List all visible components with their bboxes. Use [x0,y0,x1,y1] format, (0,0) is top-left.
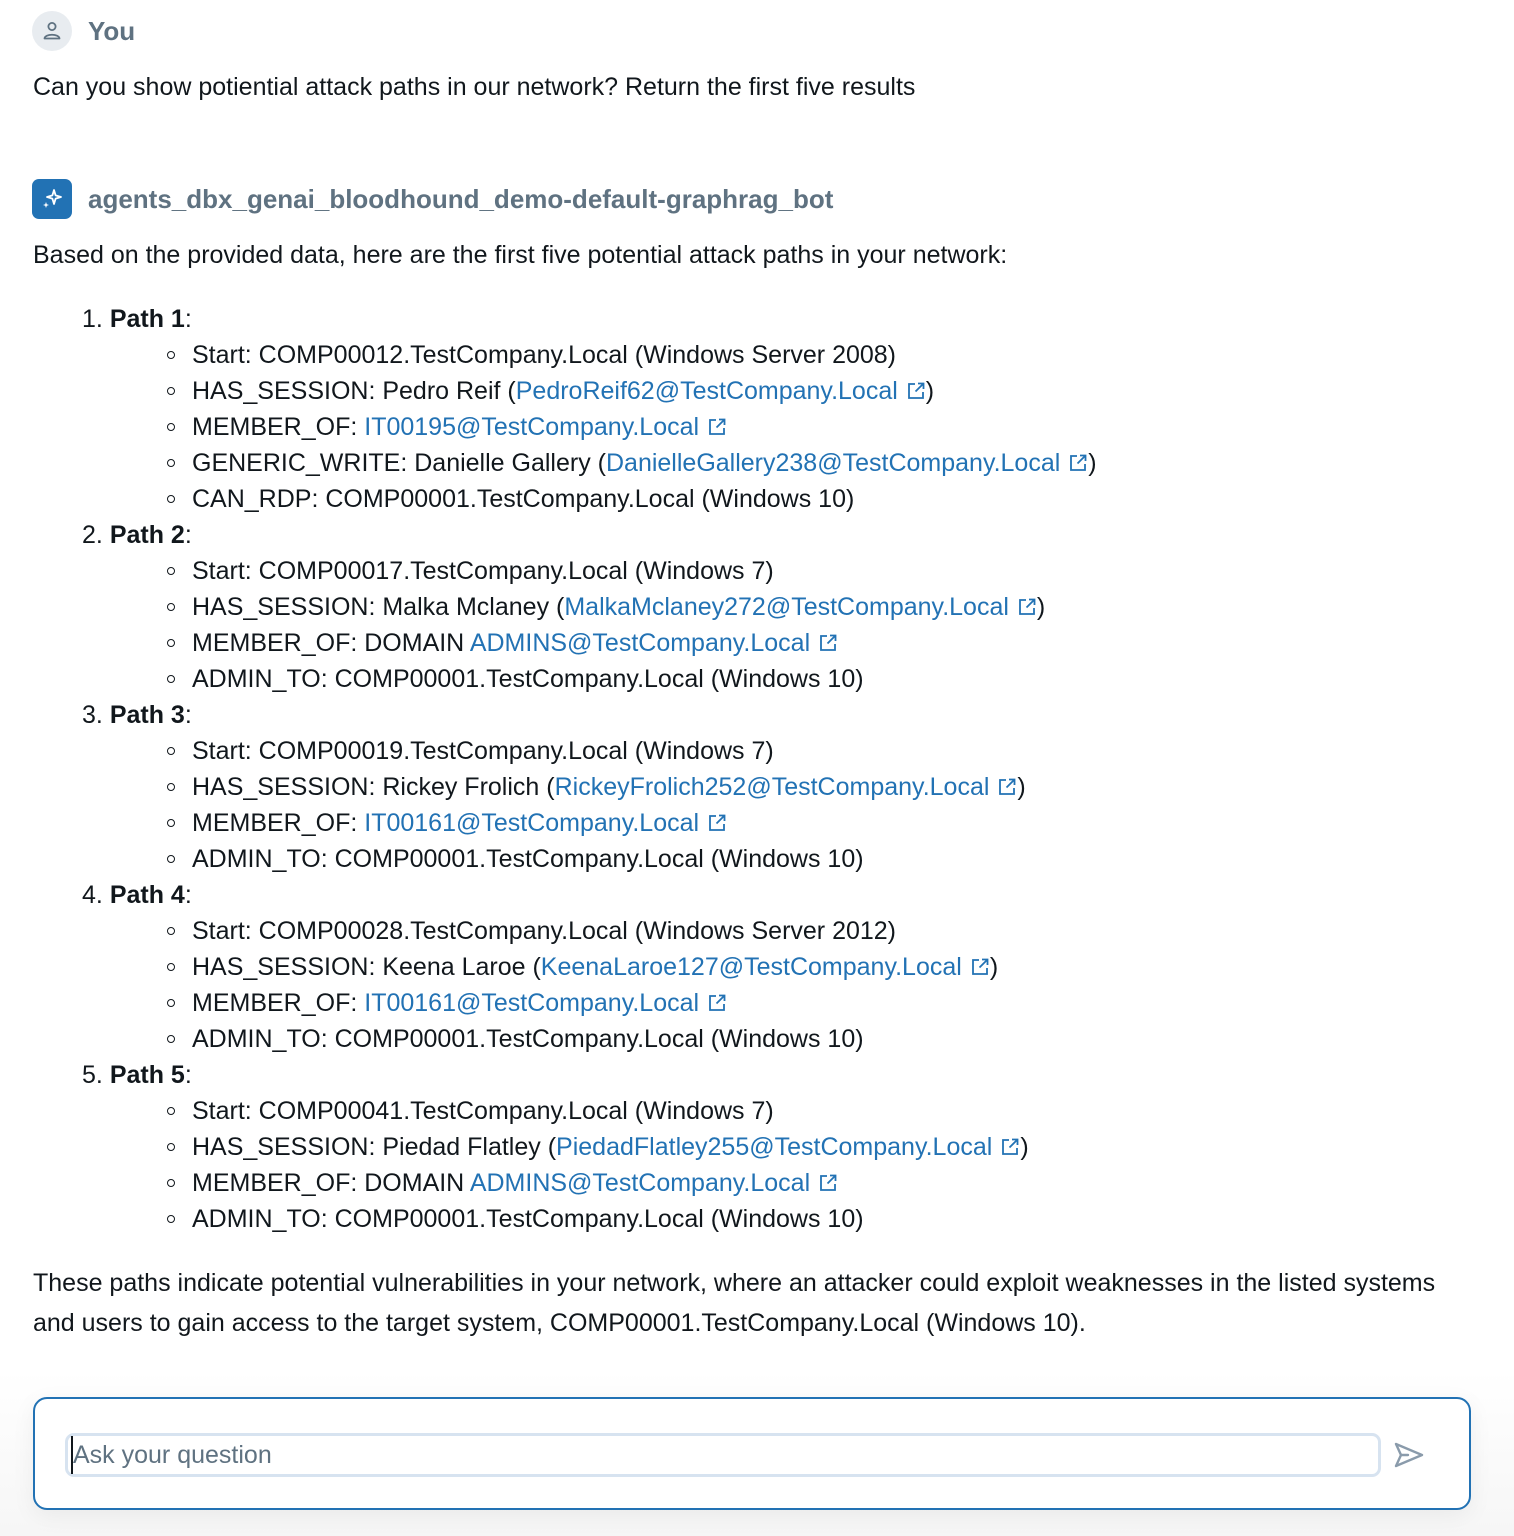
entity-link[interactable] [364,809,727,837]
step-suffix: ) [1036,593,1046,621]
path-step [0,553,1097,589]
entity-link[interactable] [364,989,727,1017]
bot-intro-text: Based on the provided data, here are the first five potential attack paths in your network: [33,241,1008,269]
path-step [0,337,1097,373]
path-number: 4. [82,881,103,909]
bullet-icon [167,459,175,467]
step-text: CAN_RDP: COMP00001.TestCompany.Local (Windows 10) [192,485,855,513]
bot-sender-name: agents_dbx_genai_bloodhound_demo-default-graphrag_bot [88,183,834,214]
step-text: Start: COMP00017.TestCompany.Local (Windows 7) [192,557,774,585]
step-text: Start: COMP00041.TestCompany.Local (Windows 7) [192,1097,774,1125]
path-steps-list [0,1093,1097,1237]
entity-link-text: PiedadFlatley255@TestCompany.Local [556,1133,993,1161]
bullet-icon [167,999,175,1007]
entity-link-text: PedroReif62@TestCompany.Local [515,377,898,405]
attack-path [0,517,1097,697]
step-text: HAS_SESSION: Pedro Reif ( [192,377,516,405]
attack-path [0,877,1097,1057]
bullet-icon [167,747,175,755]
path-steps-list [0,337,1097,517]
attack-path-title [0,517,1097,553]
sparkle-icon [40,187,64,211]
entity-link-text: IT00161@TestCompany.Local [364,989,700,1017]
path-step [0,805,1097,841]
path-step [0,661,1097,697]
bullet-icon [167,675,175,683]
bullet-icon [167,1107,175,1115]
step-suffix: ) [989,953,999,981]
bullet-icon [167,855,175,863]
step-text: HAS_SESSION: Piedad Flatley ( [192,1133,557,1161]
attack-path-title [0,301,1097,337]
attack-path-title [0,1057,1097,1093]
entity-link-text: IT00195@TestCompany.Local [364,413,700,441]
step-suffix: ) [1088,449,1097,477]
step-text: ADMIN_TO: COMP00001.TestCompany.Local (Windows 10) [192,1025,864,1053]
bullet-icon [167,639,175,647]
path-step [0,913,1097,949]
step-text: MEMBER_OF: DOMAIN [192,1169,470,1197]
bullet-icon [167,1179,175,1187]
entity-link-text: ADMINS@TestCompany.Local [469,629,811,657]
bullet-icon [167,963,175,971]
path-step [0,589,1097,625]
entity-link[interactable] [556,1133,1020,1161]
path-step [0,769,1097,805]
bullet-icon [167,783,175,791]
path-step [0,445,1097,481]
step-text: MEMBER_OF: DOMAIN [192,629,470,657]
path-step [0,733,1097,769]
path-step [0,409,1097,445]
external-link-icon [997,771,1017,791]
bot-avatar [32,179,72,219]
bullet-icon [167,603,175,611]
path-title-colon: : [184,305,192,333]
entity-link[interactable] [470,629,838,657]
entity-link[interactable] [516,377,926,405]
attack-path [0,697,1097,877]
step-text: HAS_SESSION: Malka Mclaney ( [192,593,565,621]
path-step [0,481,1097,517]
external-link-icon [818,1167,838,1187]
step-text: MEMBER_OF: [192,413,365,441]
path-title-label: Path 4 [109,881,185,909]
bullet-icon [167,387,175,395]
attack-path-title [0,877,1097,913]
path-title-label: Path 2 [109,521,185,549]
entity-link[interactable] [606,449,1088,477]
step-text: HAS_SESSION: Rickey Frolich ( [192,773,555,801]
path-step [0,949,1097,985]
attack-paths-list [0,301,1097,1237]
path-step [0,373,1097,409]
path-steps-list [0,733,1097,877]
user-icon [41,20,63,42]
entity-link[interactable] [470,1169,838,1197]
send-icon [1393,1441,1425,1469]
entity-link-text: ADMINS@TestCompany.Local [469,1169,811,1197]
external-link-icon [906,375,926,395]
path-step [0,1093,1097,1129]
step-text: ADMIN_TO: COMP00001.TestCompany.Local (Windows 10) [192,845,864,873]
step-text: MEMBER_OF: [192,809,365,837]
bullet-icon [167,495,175,503]
path-number: 2. [82,521,103,549]
bullet-icon [167,351,175,359]
path-title-colon: : [184,1061,192,1089]
step-text: MEMBER_OF: [192,989,365,1017]
step-suffix: ) [1017,773,1026,801]
path-step [0,625,1097,661]
question-input-wrapper [65,1433,1381,1477]
step-text: Start: COMP00028.TestCompany.Local (Windows Server 2012) [192,917,897,945]
step-text: HAS_SESSION: Keena Laroe ( [192,953,541,981]
user-sender-name: You [88,15,136,46]
bullet-icon [167,1143,175,1151]
path-step [0,1129,1097,1165]
user-message-header [32,11,135,51]
step-text: ADMIN_TO: COMP00001.TestCompany.Local (Windows 10) [192,665,864,693]
path-title-label: Path 3 [109,701,185,729]
bullet-icon [167,1035,175,1043]
path-title-colon: : [184,881,192,909]
path-step [0,841,1097,877]
path-title-label: Path 1 [109,305,185,333]
external-link-icon [970,951,990,971]
step-text: GENERIC_WRITE: Danielle Gallery ( [192,449,606,477]
path-number: 3. [82,701,103,729]
send-button[interactable] [1391,1437,1427,1473]
entity-link-text: KeenaLaroe127@TestCompany.Local [540,953,962,981]
bullet-icon [167,927,175,935]
external-link-icon [1017,591,1037,611]
path-step [0,1021,1097,1057]
path-step [0,1165,1097,1201]
entity-link-text: DanielleGallery238@TestCompany.Local [605,449,1061,477]
entity-link-text: RickeyFrolich252@TestCompany.Local [554,773,990,801]
step-text: Start: COMP00012.TestCompany.Local (Windows Server 2008) [192,341,897,369]
entity-link[interactable] [555,773,1018,801]
external-link-icon [1000,1131,1020,1151]
external-link-icon [707,807,727,827]
bot-message-header [32,179,833,219]
entity-link-text: MalkaMclaney272@TestCompany.Local [564,593,1009,621]
chat-composer [33,1397,1471,1510]
external-link-icon [707,987,727,1007]
attack-path-title [0,697,1097,733]
step-suffix: ) [925,377,935,405]
entity-link[interactable] [364,413,727,441]
external-link-icon [1068,447,1088,467]
path-steps-list [0,553,1097,697]
path-number: 1. [82,305,103,333]
attack-path [0,301,1097,517]
step-text: ADMIN_TO: COMP00001.TestCompany.Local (Windows 10) [192,1205,864,1233]
bullet-icon [167,567,175,575]
path-steps-list [0,913,1097,1057]
path-title-colon: : [184,521,192,549]
bullet-icon [167,1215,175,1223]
path-step [0,1201,1097,1237]
path-title-colon: : [184,701,192,729]
user-message-text: Can you show potiential attack paths in our network? Return the first five results [33,73,916,101]
entity-link-text: IT00161@TestCompany.Local [364,809,700,837]
bullet-icon [167,423,175,431]
entity-link[interactable] [541,953,990,981]
step-text: Start: COMP00019.TestCompany.Local (Windows 7) [192,737,774,765]
entity-link[interactable] [564,593,1037,621]
bot-closing-text: These paths indicate potential vulnerabilities in your network, where an attacker could exploit weaknesses in the listed systems and users to gain access to the target system, COMP00001.TestCompany.Local (Windows 10). [33,1269,1436,1337]
attack-path [0,1057,1097,1237]
external-link-icon [818,627,838,647]
external-link-icon [707,411,727,431]
path-title-label: Path 5 [109,1061,185,1089]
bullet-icon [167,819,175,827]
step-suffix: ) [1020,1133,1029,1161]
question-input[interactable] [71,1436,1381,1474]
user-avatar [32,11,72,51]
path-step [0,985,1097,1021]
path-number: 5. [82,1061,103,1089]
